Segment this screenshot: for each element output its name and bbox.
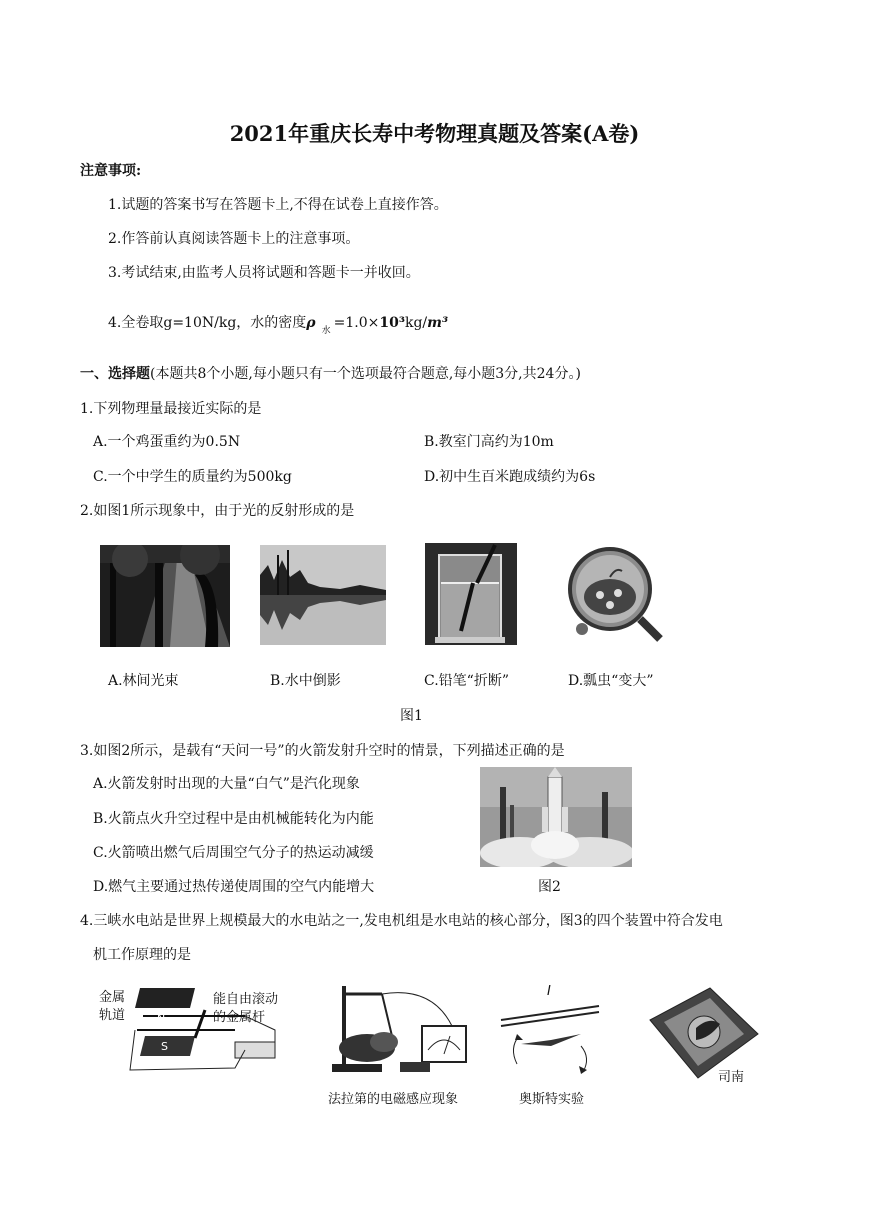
q2-option-d: D.瓢虫“变大” bbox=[568, 673, 654, 689]
q3-option-a: A.火箭发射时出现的大量“白气”是汽化现象 bbox=[93, 776, 360, 792]
q2-option-a: A.林间光束 bbox=[108, 673, 179, 689]
q2-stem: 2.如图1所示现象中，由于光的反射形成的是 bbox=[80, 503, 355, 519]
q4-stem-line-2: 机工作原理的是 bbox=[93, 947, 191, 963]
oersted-experiment-image bbox=[495, 984, 605, 1108]
magnifier-ladybug-image bbox=[560, 547, 670, 647]
figure-1-caption: 图1 bbox=[400, 708, 423, 724]
q2-option-c: C.铅笔“折断” bbox=[424, 673, 509, 689]
forest-light-beam-image bbox=[100, 545, 230, 647]
q1-stem: 1.下列物理量最接近实际的是 bbox=[80, 401, 262, 417]
density-unit: kg/ bbox=[404, 315, 428, 331]
section-1-title: 一、选择题 bbox=[80, 366, 150, 382]
sinan-compass-image bbox=[640, 980, 760, 1086]
fig3a-label-rail: 轨道 bbox=[99, 1008, 126, 1023]
section-1-desc: (本题共8个小题,每小题只有一个选项最符合题意,每小题3分,共24分。) bbox=[150, 366, 581, 382]
fig3a-south-pole: S bbox=[161, 1040, 168, 1053]
fig3a-label-rod: 的金属杆 bbox=[213, 1010, 266, 1025]
density-power: 10³ bbox=[379, 315, 405, 331]
notice-item-4 bbox=[108, 312, 449, 336]
pencil-in-water-image bbox=[425, 543, 517, 645]
rho-symbol: ρ bbox=[306, 315, 316, 331]
q2-option-b: B.水中倒影 bbox=[270, 673, 341, 689]
q1-option-b: B.教室门高约为10m bbox=[424, 434, 554, 450]
density-value: =1.0× bbox=[333, 315, 380, 331]
rho-subscript: 水 bbox=[321, 326, 331, 336]
fig3c-caption: 奥斯特实验 bbox=[519, 1092, 585, 1107]
fig3c-current-label: I bbox=[547, 984, 551, 999]
fig3d-label: 司南 bbox=[718, 1070, 745, 1085]
notice-item-4-prefix: 4.全卷取g=10N/kg，水的密度 bbox=[108, 315, 307, 331]
q3-option-d: D.燃气主要通过热传递使周围的空气内能增大 bbox=[93, 879, 375, 895]
density-unit-m3: m³ bbox=[427, 315, 449, 331]
notice-item-2: 2.作答前认真阅读答题卡上的注意事项。 bbox=[108, 231, 360, 247]
notice-item-1: 1.试题的答案书写在答题卡上,不得在试卷上直接作答。 bbox=[108, 197, 448, 213]
faraday-induction-image bbox=[322, 976, 482, 1108]
metal-rail-apparatus-image bbox=[95, 980, 295, 1080]
q3-option-c: C.火箭喷出燃气后周围空气分子的热运动减缓 bbox=[93, 845, 374, 861]
q3-option-b: B.火箭点火升空过程中是由机械能转化为内能 bbox=[93, 811, 374, 827]
water-reflection-image bbox=[260, 545, 386, 645]
rocket-launch-image bbox=[480, 767, 632, 867]
q1-option-c: C.一个中学生的质量约为500kg bbox=[93, 469, 292, 485]
notice-heading: 注意事项: bbox=[80, 163, 142, 179]
fig3a-label-rolling: 能自由滚动 bbox=[213, 992, 279, 1007]
q3-stem: 3.如图2所示，是载有“天问一号”的火箭发射升空时的情景，下列描述正确的是 bbox=[80, 743, 565, 759]
q4-stem-line-1: 4.三峡水电站是世界上规模最大的水电站之一,发电机组是水电站的核心部分，图3的四个装置中符合发电 bbox=[80, 913, 723, 929]
page-title: 2021年重庆长寿中考物理真题及答案(A卷) bbox=[229, 121, 640, 146]
figure-2-caption: 图2 bbox=[538, 879, 561, 895]
fig3a-label-metal: 金属 bbox=[99, 990, 126, 1005]
section-1-heading bbox=[80, 363, 581, 383]
notice-item-3: 3.考试结束,由监考人员将试题和答题卡一并收回。 bbox=[108, 265, 420, 281]
q1-option-d: D.初中生百米跑成绩约为6s bbox=[424, 469, 596, 485]
q1-option-a: A.一个鸡蛋重约为0.5N bbox=[93, 434, 241, 450]
fig3b-caption: 法拉第的电磁感应现象 bbox=[328, 1092, 459, 1107]
fig3a-north-pole: N bbox=[157, 1012, 166, 1025]
